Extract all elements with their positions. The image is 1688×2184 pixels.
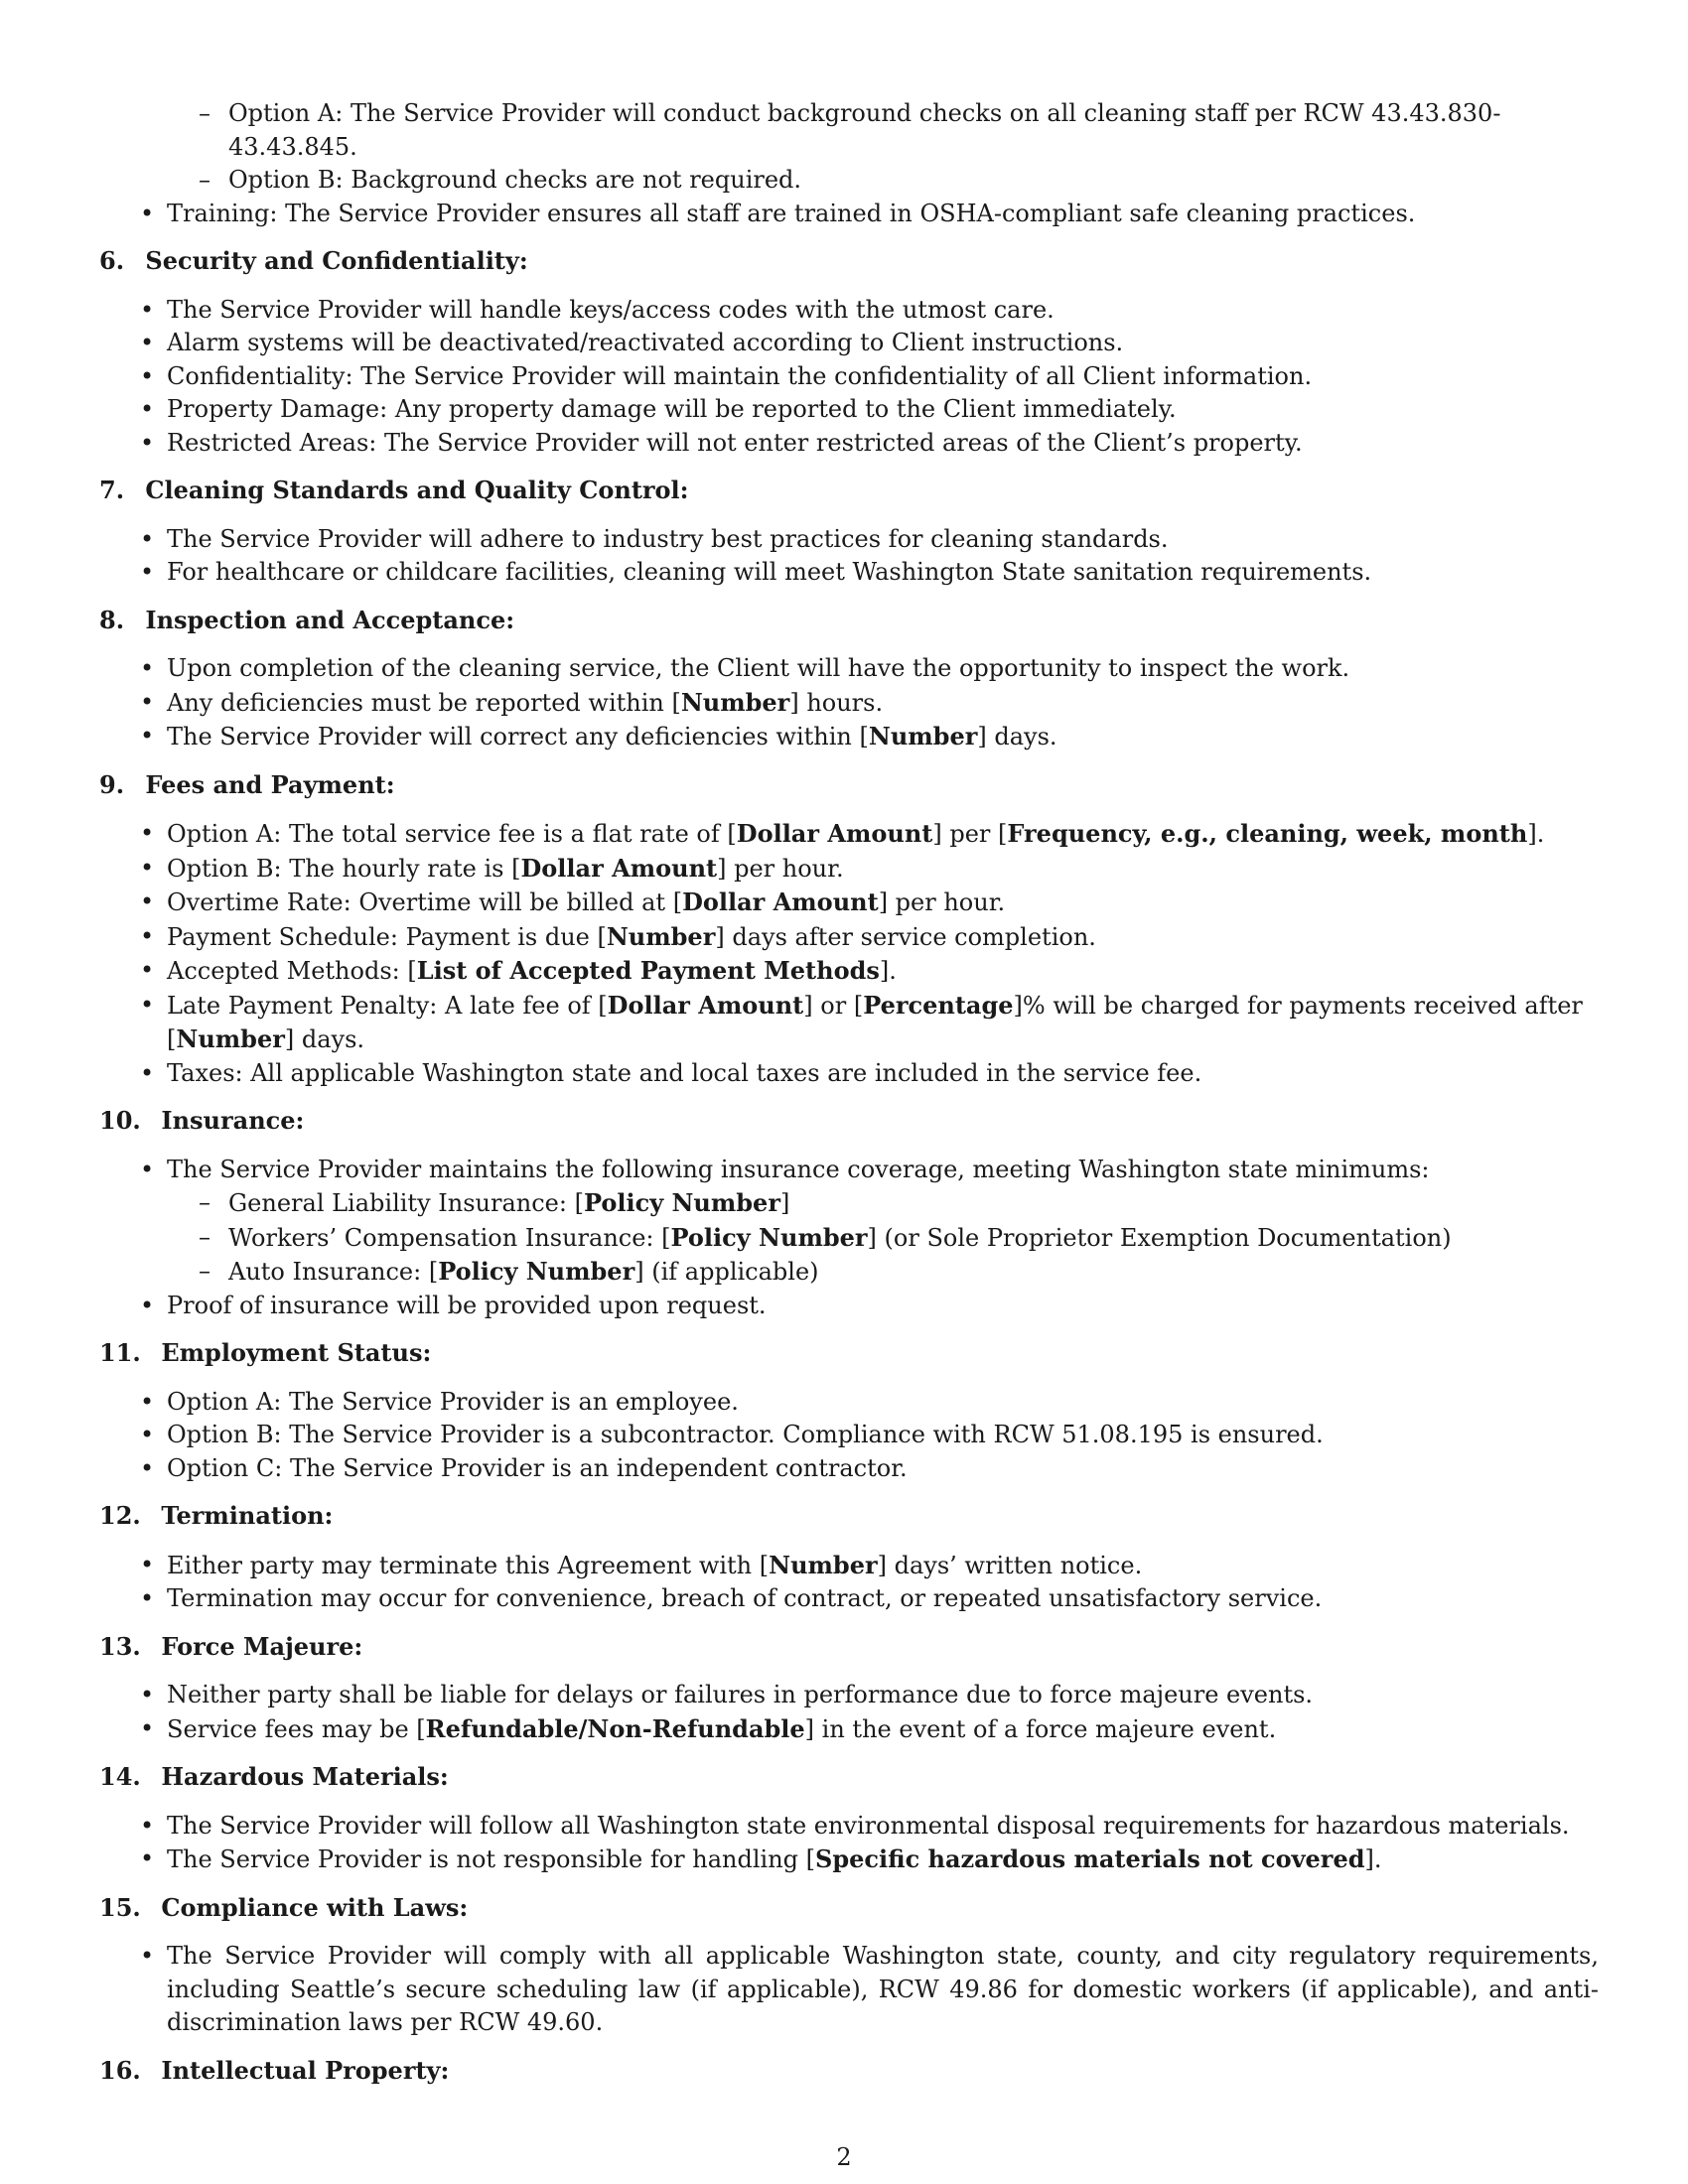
placeholder-number: Number xyxy=(769,1550,878,1579)
continuation-list xyxy=(99,97,1599,230)
section-number: 12. xyxy=(99,1501,141,1530)
training-item: • Training: The Service Provider ensures all staff are trained in OSHA-compliant safe cleaning practices. xyxy=(99,198,1599,231)
list-item: • Alarm systems will be deactivated/reactivated according to Client instructions. xyxy=(99,327,1599,360)
placeholder-refundable: Refundable/Non-Refundable xyxy=(425,1713,805,1743)
list-item: • Taxes: All applicable Washington state and local taxes are included in the service fee. xyxy=(99,1057,1599,1091)
section-14-list xyxy=(99,1810,1599,1877)
section-number: 13. xyxy=(99,1631,141,1661)
sub-list-item: – Workers’ Compensation Insurance: [Policy Number] (or Sole Proprietor Exemption Documentation) xyxy=(99,1221,1599,1256)
placeholder-frequency: Frequency, e.g., cleaning, week, month xyxy=(1007,819,1528,848)
section-15-heading xyxy=(99,1891,1599,1925)
section-number: 14. xyxy=(99,1762,141,1791)
section-number: 8. xyxy=(99,605,125,634)
section-title: Fees and Payment: xyxy=(145,769,395,799)
sub-list-item: – Auto Insurance: [Policy Number] (if applicable) xyxy=(99,1255,1599,1290)
section-12-heading xyxy=(99,1499,1599,1533)
list-item: • Property Damage: Any property damage will be reported to the Client immediately. xyxy=(99,393,1599,427)
section-title: Termination: xyxy=(161,1501,334,1530)
placeholder-policy-number: Policy Number xyxy=(583,1188,780,1217)
placeholder-payment-methods: List of Accepted Payment Methods xyxy=(416,956,880,985)
section-title: Security and Confidentiality: xyxy=(145,246,528,275)
section-number: 15. xyxy=(99,1892,141,1922)
section-13-heading xyxy=(99,1630,1599,1664)
section-7-heading xyxy=(99,474,1599,507)
section-number: 9. xyxy=(99,769,125,799)
placeholder-policy-number: Policy Number xyxy=(670,1222,868,1252)
list-item: • Option A: The total service fee is a flat rate of [Dollar Amount] per [Frequency, e.g., cleaning, week, month]. xyxy=(99,817,1599,852)
list-item: • For healthcare or childcare facilities, cleaning will meet Washington State sanitation requirements. xyxy=(99,556,1599,590)
section-title: Inspection and Acceptance: xyxy=(145,605,515,634)
list-item: • The Service Provider will correct any deficiencies within [Number] days. xyxy=(99,720,1599,754)
section-10-heading xyxy=(99,1104,1599,1138)
section-15-list xyxy=(99,1940,1599,2040)
placeholder-policy-number: Policy Number xyxy=(438,1257,635,1286)
section-9-heading xyxy=(99,768,1599,802)
section-8-heading xyxy=(99,604,1599,637)
section-6-list xyxy=(99,294,1599,461)
section-7-list xyxy=(99,523,1599,590)
section-6-heading xyxy=(99,244,1599,278)
list-item: • Either party may terminate this Agreement with [Number] days’ written notice. xyxy=(99,1549,1599,1583)
placeholder-number: Number xyxy=(176,1024,285,1053)
list-item: • Accepted Methods: [List of Accepted Payment Methods]. xyxy=(99,954,1599,989)
list-item: • Restricted Areas: The Service Provider will not enter restricted areas of the Client’s property. xyxy=(99,427,1599,461)
list-item: • The Service Provider is not responsible for handling [Specific hazardous materials not covered]. xyxy=(99,1843,1599,1877)
page-content xyxy=(99,97,1599,2103)
section-number: 10. xyxy=(99,1106,141,1135)
section-11-list xyxy=(99,1386,1599,1486)
section-title: Compliance with Laws: xyxy=(161,1892,469,1922)
list-item: • Confidentiality: The Service Provider will maintain the confidentiality of all Client information. xyxy=(99,360,1599,394)
placeholder-hazardous-materials: Specific hazardous materials not covered xyxy=(815,1844,1365,1873)
placeholder-dollar-amount: Dollar Amount xyxy=(607,990,804,1020)
placeholder-percentage: Percentage xyxy=(863,990,1014,1020)
section-title: Insurance: xyxy=(161,1106,305,1135)
section-12-list xyxy=(99,1549,1599,1616)
section-title: Force Majeure: xyxy=(161,1631,363,1661)
section-14-heading xyxy=(99,1760,1599,1794)
section-title: Hazardous Materials: xyxy=(161,1762,449,1791)
list-item: • Upon completion of the cleaning service, the Client will have the opportunity to inspect the work. xyxy=(99,652,1599,686)
section-title: Cleaning Standards and Quality Control: xyxy=(145,476,689,504)
list-item: • Termination may occur for convenience, breach of contract, or repeated unsatisfactory service. xyxy=(99,1582,1599,1616)
placeholder-dollar-amount: Dollar Amount xyxy=(736,819,933,848)
placeholder-number: Number xyxy=(868,722,978,751)
list-item: • Service fees may be [Refundable/Non-Refundable] in the event of a force majeure event. xyxy=(99,1712,1599,1747)
section-title: Employment Status: xyxy=(161,1338,432,1367)
list-item: • Neither party shall be liable for delays or failures in performance due to force majeure events. xyxy=(99,1679,1599,1712)
placeholder-number: Number xyxy=(606,921,716,951)
list-item: • Option A: The Service Provider is an employee. xyxy=(99,1386,1599,1420)
section-number: 11. xyxy=(99,1338,141,1367)
list-item: • The Service Provider will follow all Washington state environmental disposal requirements for hazardous materials. xyxy=(99,1810,1599,1843)
placeholder-dollar-amount: Dollar Amount xyxy=(682,887,879,916)
sub-option-b: – Option B: Background checks are not required. xyxy=(99,164,1599,198)
list-item: • The Service Provider will adhere to industry best practices for cleaning standards. xyxy=(99,523,1599,557)
page-number: 2 xyxy=(836,2143,852,2171)
list-item: • Proof of insurance will be provided upon request. xyxy=(99,1290,1599,1323)
list-item: • Option B: The Service Provider is a subcontractor. Compliance with RCW 51.08.195 is ensured. xyxy=(99,1419,1599,1452)
section-9-list xyxy=(99,817,1599,1090)
section-title: Intellectual Property: xyxy=(161,2055,450,2085)
section-13-list xyxy=(99,1679,1599,1746)
list-item: • The Service Provider maintains the following insurance coverage, meeting Washington state minimums: xyxy=(99,1154,1599,1187)
list-item: • The Service Provider will comply with all applicable Washington state, county, and city regulatory requirements, including Seattle’s secure scheduling law (if applicable), RCW 49.86 for domestic workers (if applicable), and anti-discrimination laws per RCW 49.60. xyxy=(99,1940,1599,2040)
list-item: • Late Payment Penalty: A late fee of [Dollar Amount] or [Percentage]% will be charged for payments received after [Number] days. xyxy=(99,989,1599,1057)
section-number: 6. xyxy=(99,246,125,275)
section-number: 7. xyxy=(99,476,125,504)
section-number: 16. xyxy=(99,2055,141,2085)
list-item: • Payment Schedule: Payment is due [Number] days after service completion. xyxy=(99,920,1599,955)
placeholder-dollar-amount: Dollar Amount xyxy=(520,853,718,883)
section-16-heading xyxy=(99,2054,1599,2088)
section-11-heading xyxy=(99,1336,1599,1370)
placeholder-number: Number xyxy=(680,687,790,717)
list-item: • Overtime Rate: Overtime will be billed at [Dollar Amount] per hour. xyxy=(99,886,1599,920)
list-item: • Option B: The hourly rate is [Dollar Amount] per hour. xyxy=(99,852,1599,887)
sub-list-item: – General Liability Insurance: [Policy Number] xyxy=(99,1186,1599,1221)
section-10-list xyxy=(99,1154,1599,1323)
list-item: • The Service Provider will handle keys/access codes with the utmost care. xyxy=(99,294,1599,328)
list-item: • Option C: The Service Provider is an independent contractor. xyxy=(99,1452,1599,1486)
sub-option-a: – Option A: The Service Provider will conduct background checks on all cleaning staff per RCW 43.43.830-43.43.845. xyxy=(99,97,1599,164)
list-item: • Any deficiencies must be reported within [Number] hours. xyxy=(99,686,1599,721)
section-8-list xyxy=(99,652,1599,754)
